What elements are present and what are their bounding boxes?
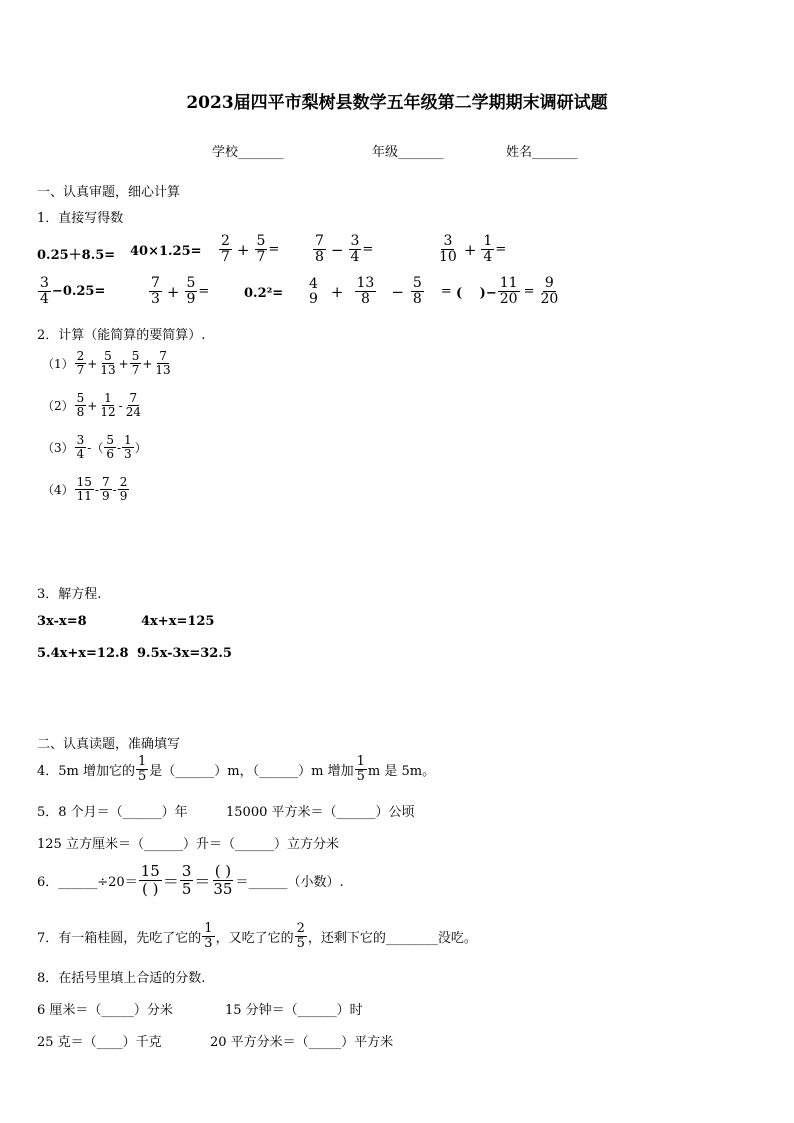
- q1-g: $\frac{7}{3}$ + $\frac{5}{9}$ =: [151, 275, 210, 308]
- q1-i: 4 9 + $\frac{13}{8}$ − $\frac{5}{8}$ =: [309, 275, 452, 308]
- grade-field: 年级_______: [372, 145, 444, 160]
- q3-e4: 9.5x-3x=32.5: [137, 646, 232, 661]
- q5-a: 5．8 个月＝（______）年: [37, 805, 188, 820]
- q1-b: 40×1.25=: [130, 244, 202, 259]
- q6: 6．______÷20＝ $\frac{15}{( )}$ ＝ $\frac{3}{5}$ ＝ $\frac{( )}{35}$ ＝______（小数）.: [37, 862, 344, 898]
- q2-item-2: （2） $\frac{5}{8}$ + $\frac{1}{12}$ - $\frac{7}{24}$: [42, 391, 141, 420]
- q5-c: 125 立方厘米＝（______）升＝（______）立方分米: [37, 837, 339, 852]
- q8-a: 6 厘米＝（_____）分米: [37, 1003, 173, 1018]
- q8-d: 20 平方分米＝（_____）平方米: [210, 1035, 394, 1050]
- q2-item-3: （3） $\frac{3}{4}$ -（ $\frac{5}{6}$ - $\frac{1}{3}$ ）: [42, 433, 147, 462]
- q1-j: ( )− $\frac{11}{20}$ = $\frac{9}{20}$: [456, 275, 559, 308]
- section2-heading: 二、认真读题，准确填写: [37, 737, 181, 752]
- q1-c: $\frac{2}{7}$ + $\frac{5}{7}$ =: [221, 233, 280, 266]
- school-field: 学校_______: [212, 145, 284, 160]
- q3-label: 3．解方程.: [37, 587, 102, 602]
- q4: 4．5m 增加它的 $\frac{1}{5}$ 是（______）m，（______）m 增加 $\frac{1}{5}$ m 是 5m。: [37, 754, 436, 785]
- q7: 7．有一箱桂圆，先吃了它的 $\frac{1}{3}$ ，又吃了它的 $\frac{2}{5}$ ，还剩下它的________没吃。: [37, 921, 477, 952]
- q8-label: 8．在括号里填上合适的分数.: [37, 971, 206, 986]
- q1-e: $\frac{3}{10}$ + $\frac{1}{4}$ =: [439, 233, 507, 266]
- q1-h: 0.2²=: [244, 286, 284, 301]
- q5-b: 15000 平方米＝（______）公顷: [226, 805, 415, 820]
- q3-e1: 3x-x=8: [37, 614, 87, 629]
- page-title: 2023届四平市梨树县数学五年级第二学期期末调研试题: [186, 93, 608, 113]
- q2-item-1: （1） $\frac{2}{7}$ + $\frac{5}{13}$ + $\frac{5}{7}$ + $\frac{7}{13}$: [42, 349, 171, 378]
- q1-label: 1．直接写得数: [37, 211, 124, 226]
- q1-a: 0.25＋8.5=: [37, 248, 116, 263]
- q3-e3: 5.4x+x=12.8: [37, 646, 129, 661]
- q8-c: 25 克＝（____）千克: [37, 1035, 162, 1050]
- q1-d: $\frac{7}{8}$ − $\frac{3}{4}$ =: [315, 233, 374, 266]
- name-field: 姓名_______: [506, 145, 578, 160]
- q2-item-4: （4） $\frac{15}{11}$ - $\frac{7}{9}$ - $\frac{2}{9}$: [42, 475, 128, 504]
- q8-b: 15 分钟＝（______）时: [225, 1003, 363, 1018]
- q1-f: $\frac{3}{4}$ −0.25=: [40, 275, 106, 308]
- q2-label: 2．计算（能简算的要简算）.: [37, 328, 206, 343]
- q3-e2: 4x+x=125: [141, 614, 215, 629]
- section1-heading: 一、认真审题，细心计算: [37, 185, 181, 200]
